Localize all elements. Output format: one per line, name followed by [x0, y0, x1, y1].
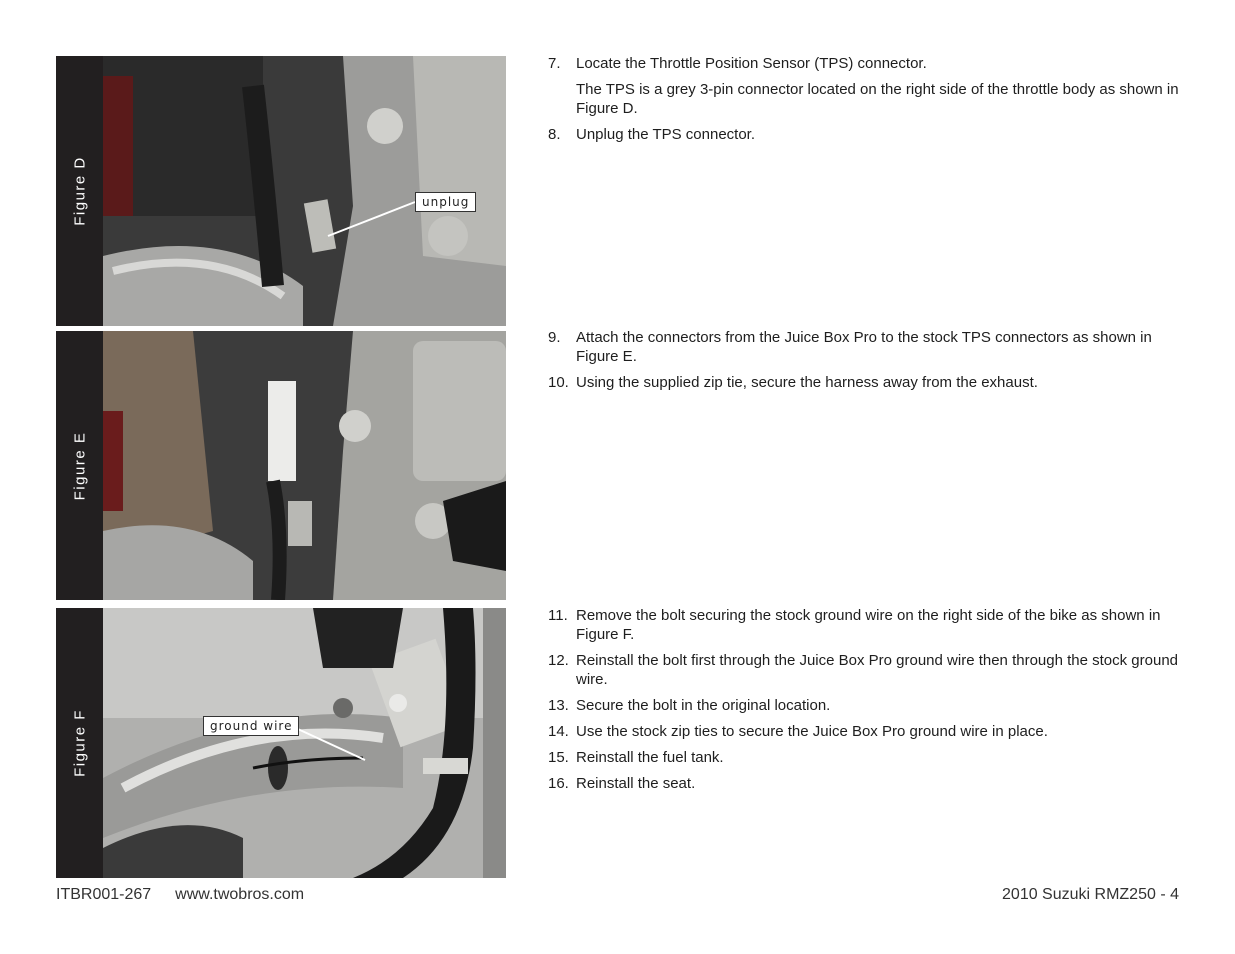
step-number: 7.: [548, 55, 561, 72]
ground-wire-callout: ground wire: [203, 716, 299, 736]
step-number: 14.: [548, 723, 569, 740]
figure-d-tab: [56, 56, 103, 326]
footer-left: [56, 886, 304, 904]
step-number: 11.: [548, 607, 568, 624]
figure-d-label: Figure D: [71, 156, 88, 226]
step-number: 9.: [548, 329, 561, 346]
step-subtext: The TPS is a grey 3-pin connector located on the right side of the throttle body as shown in Figure D.: [576, 81, 1179, 117]
figure-d: [56, 56, 506, 326]
figure-d-photo: [103, 56, 506, 326]
unplug-callout: unplug: [415, 192, 476, 212]
figure-f-photo: [103, 608, 506, 878]
steps-group-1: [548, 54, 1188, 151]
step-text: Unplug the TPS connector.: [576, 126, 756, 143]
step-12: [548, 651, 1188, 689]
step-text: Reinstall the bolt first through the Juice Box Pro ground wire then through the stock ground wire.: [576, 652, 1179, 688]
step-number: 13.: [548, 697, 569, 714]
step-14: [548, 722, 1188, 741]
step-7: [548, 54, 1188, 118]
step-10: [548, 373, 1188, 392]
step-number: 16.: [548, 775, 569, 792]
step-9: [548, 328, 1188, 366]
step-number: 12.: [548, 652, 569, 669]
step-8: [548, 125, 1188, 144]
step-text: Use the stock zip ties to secure the Juice Box Pro ground wire in place.: [576, 723, 1048, 740]
page-number: 2010 Suzuki RMZ250 - 4: [1002, 886, 1179, 903]
steps-group-2: [548, 328, 1188, 399]
figure-e: [56, 331, 506, 600]
step-number: 15.: [548, 749, 569, 766]
figure-e-photo: [103, 331, 506, 600]
step-text: Reinstall the fuel tank.: [576, 749, 724, 766]
step-text: Secure the bolt in the original location.: [576, 697, 831, 714]
step-text: Remove the bolt securing the stock ground wire on the right side of the bike as shown in Figure F.: [576, 607, 1161, 643]
step-number: 10.: [548, 374, 569, 391]
website-link[interactable]: www.twobros.com: [175, 886, 305, 903]
doc-id: ITBR001-267: [56, 886, 152, 903]
step-text: Locate the Throttle Position Sensor (TPS) connector.: [576, 55, 927, 72]
step-number: 8.: [548, 126, 561, 143]
figure-f-label: Figure F: [71, 709, 88, 777]
figure-f-tab: [56, 608, 103, 878]
step-text: Using the supplied zip tie, secure the harness away from the exhaust.: [576, 374, 1038, 391]
step-text: Attach the connectors from the Juice Box Pro to the stock TPS connectors as shown in Figure E.: [576, 329, 1152, 365]
steps-group-3: [548, 606, 1188, 800]
step-16: [548, 774, 1188, 793]
step-text: Reinstall the seat.: [576, 775, 696, 792]
step-13: [548, 696, 1188, 715]
step-11: [548, 606, 1188, 644]
step-15: [548, 748, 1188, 767]
figure-f: [56, 608, 506, 878]
figure-e-label: Figure E: [71, 431, 88, 500]
figure-e-tab: [56, 331, 103, 600]
